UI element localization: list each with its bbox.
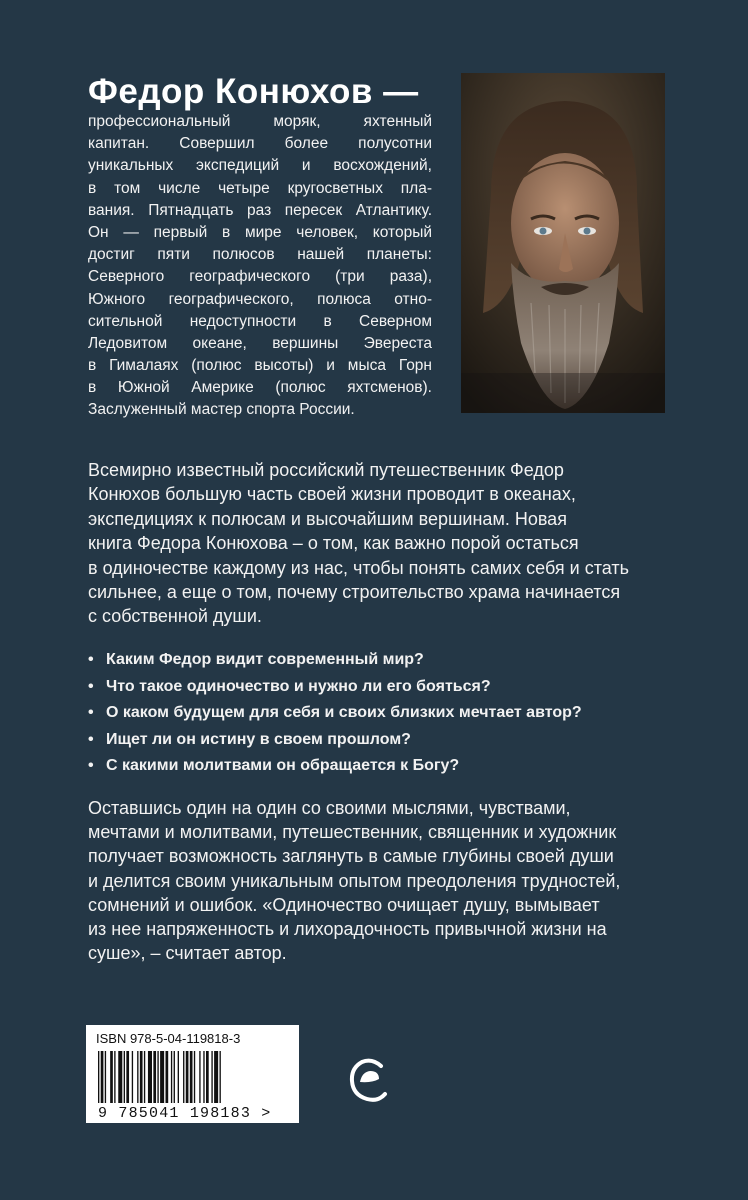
description-line: книга Федора Конюхова – о том, как важно порой остаться [88,533,579,554]
summary-line: суше», – считает автор. [88,943,287,964]
barcode-bar [105,1051,106,1103]
barcode-bar [148,1051,152,1103]
barcode-bar [132,1051,133,1103]
barcode-bar [114,1051,115,1103]
bio-line: сительной недоступности в Северном [88,312,432,330]
bio-line: в том числе четыре кругосветных пла- [88,179,432,197]
description-line: сильнее, а еще о том, почему строительство храма начинается [88,582,621,603]
bullet-icon: • [88,704,94,721]
question-list [88,647,582,780]
barcode-bar [137,1051,138,1103]
bio-line: Северного географического (три раза), [88,268,432,286]
bio-line: Он — первый в мире человек, который [88,223,432,241]
bullet-icon: • [88,677,94,695]
barcode-bar [206,1051,209,1103]
barcode-bar [118,1051,122,1103]
bullet-icon: • [88,757,94,774]
barcode-bar [186,1051,189,1103]
summary-line: сомнений и ошибок. «Одиночество очищает душу, вымывает [88,894,600,915]
question-item [88,727,582,754]
author-bio [88,111,432,422]
barcode-bar [174,1051,175,1103]
barcode-bar [211,1051,212,1103]
barcode-bar [190,1051,193,1103]
question-item [88,753,582,780]
bio-line: профессиональный моряк, яхтенный [88,113,432,130]
author-portrait-image [461,73,665,413]
description-line: в одиночестве каждому из нас, чтобы понять самих себя и стать [88,557,629,578]
description-line: с собственной души. [88,606,262,627]
bio-line: капитан. Совершил более полусотни [88,135,432,153]
description-line: Конюхов большую часть своей жизни проводит в океанах, [88,484,576,505]
summary-line: мечтами и молитвами, путешественник, священник и художник [88,822,617,843]
isbn-label: ISBN 978-5-04-119818-3 [96,1031,241,1046]
barcode-bar [98,1051,99,1103]
barcode-bar [203,1051,204,1103]
barcode-bar [144,1051,145,1103]
question-item [88,647,582,674]
question-item [88,700,582,727]
bullet-icon: • [88,730,94,748]
description-line: Всемирно известный российский путешественник Федор [88,460,564,480]
barcode-bar [140,1051,143,1103]
bullet-icon: • [88,651,94,668]
barcode-bar [199,1051,200,1103]
author-photo [461,73,665,413]
question-text: О каком будущем для себя и своих близких мечтает автор? [106,704,582,721]
question-text: Каким Федор видит современный мир? [106,651,424,668]
book-summary [88,796,688,965]
barcode-bar [157,1051,158,1103]
barcode-bar [220,1051,221,1103]
eksmo-logo-icon [348,1057,390,1103]
isbn-barcode [86,1025,299,1123]
barcode-bar [110,1051,113,1103]
summary-line: из нее напряженность и лихорадочность привычной жизни на [88,919,607,940]
barcode-bar [153,1051,156,1103]
question-item [88,674,582,701]
question-text: С какими молитвами он обращается к Богу? [106,757,460,774]
barcode-bar [124,1051,125,1103]
bio-line: достиг пяти полюсов нашей планеты: [88,246,432,264]
bio-line: в Гималаях (полюс высоты) и мыса Горн [88,357,432,375]
bio-line: в Южной Америке (полюс яхтсменов). [88,379,432,397]
barcode-bar [171,1051,172,1103]
question-text: Что такое одиночество и нужно ли его бояться? [106,677,491,695]
barcode-bar [194,1051,195,1103]
question-text: Ищет ли он истину в своем прошлом? [106,730,411,748]
barcode-bar [101,1051,104,1103]
barcode-bar [214,1051,218,1103]
barcode-bar [166,1051,169,1103]
summary-line: Оставшись один на один со своими мыслями, чувствами, [88,798,571,818]
barcode-bar [160,1051,164,1103]
bio-line: Ледовитом океане, вершины Эвереста [88,334,432,352]
summary-line: и делится своим уникальным опытом преодоления трудностей, [88,870,621,891]
barcode-bar [183,1051,184,1103]
description-line: экспедициях к полюсам и высочайшим вершинам. Новая [88,508,567,529]
bio-line: вания. Пятнадцать раз пересек Атлантику. [88,201,432,219]
bio-line: уникальных экспедиций и восхождений, [88,157,432,175]
barcode-digits: 9 785041 198183 > [98,1105,272,1122]
summary-line: получает возможность заглянуть в самые глубины своей души [88,846,614,867]
barcode-bar [178,1051,179,1103]
author-heading: Федор Конюхов — [88,72,419,111]
bio-line: Заслуженный мастер спорта России. [88,401,355,419]
book-description [88,458,688,629]
barcode-bar [126,1051,129,1103]
bio-line: Южного географического, полюса отно- [88,290,432,308]
barcode-bars [86,1025,299,1123]
